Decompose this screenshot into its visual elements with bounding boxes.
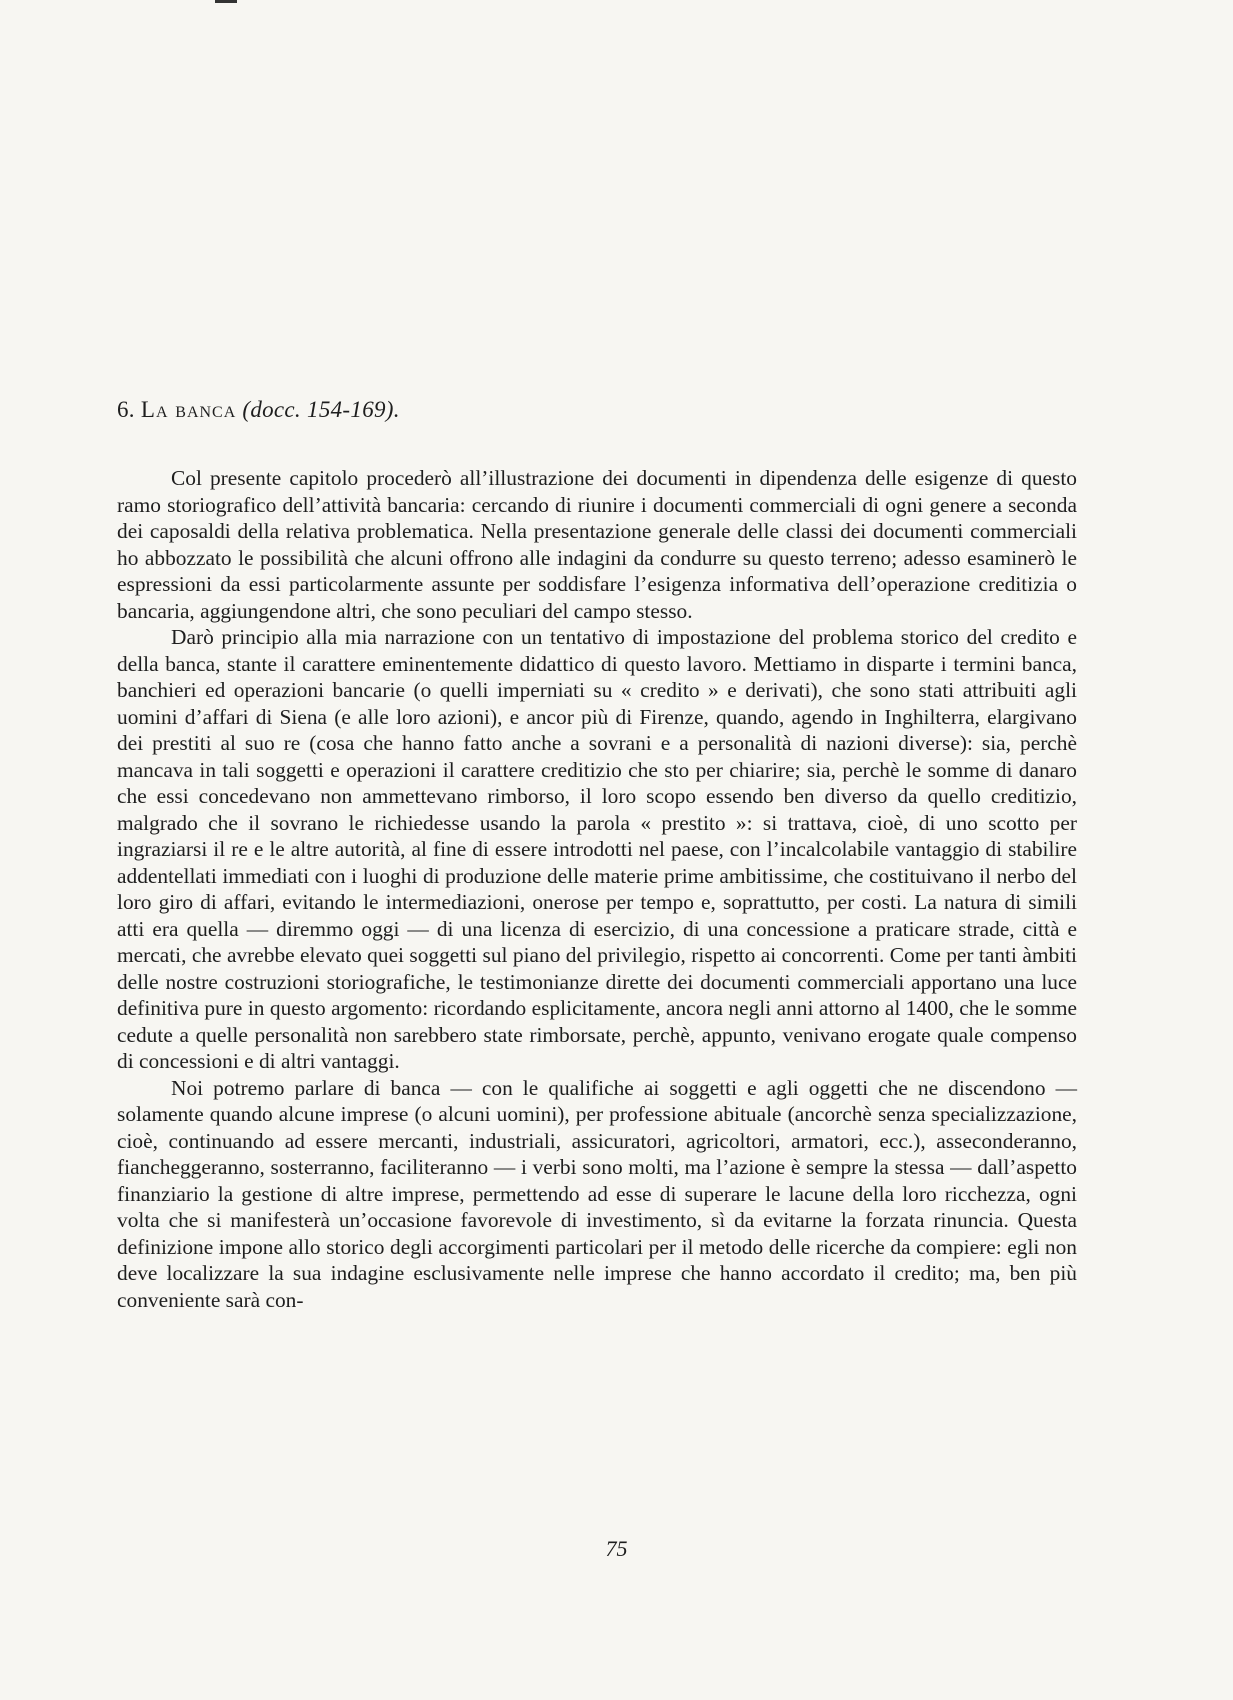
paragraph: Col presente capitolo procederò all’illustrazione dei documenti in dipendenza delle esigenze di questo ramo storiografico dell’attività bancaria: cercando di riunire i documenti commerciali di ogni genere a seconda dei caposaldi della relativa problematica. Nella presentazione generale delle classi dei documenti commerciali ho abbozzato le possibilità che alcuni offrono alle indagini da condurre su questo terreno; adesso esaminerò le espressioni da essi particolarmente assunte per soddisfare l’esigenza informativa dell’operazione creditizia o bancaria, aggiungendone altri, che sono peculiari del campo stesso.	[117, 466, 1077, 623]
paragraph: Noi potremo parlare di banca — con le qualifiche ai soggetti e agli oggetti che ne discendono — solamente quando alcune imprese (o alcuni uomini), per professione abituale (ancorchè senza specializzazione, cioè, continuando ad essere mercanti, industriali, assicuratori, agricoltori, armatori, ecc.), asseconderanno, fiancheggeranno, sosterranno, faciliteranno — i verbi sono molti, ma l’azione è sempre la stessa — dall’aspetto finanziario la gestione di altre imprese, permettendo ad esse di superare le lacune della loro ricchezza, ogni volta che si manifesterà un’occasione favorevole di investimento, sì da evitarne la forzata rinuncia. Questa definizione impone allo storico degli accorgimenti particolari per il metodo delle ricerche da compiere: egli non deve localizzare la sua indagine esclusivamente nelle imprese che hanno accordato il credito; ma, ben più conveniente sarà con-	[117, 1075, 1077, 1312]
page-number: 75	[605, 1536, 628, 1561]
section-heading	[117, 395, 1077, 425]
section-number: 6.	[117, 397, 135, 422]
top-edge-mark	[215, 0, 237, 3]
section-title: La banca	[140, 397, 237, 422]
page-body	[117, 395, 1077, 1313]
section-reference: (docc. 154-169).	[242, 397, 400, 422]
paragraph: Darò principio alla mia narrazione con un tentativo di impostazione del problema storico del credito e della banca, stante il carattere eminentemente didattico di questo lavoro. Mettiamo in disparte i termini banca, banchieri ed operazioni bancarie (o quelli imperniati su « credito » e derivati), che sono stati attribuiti agli uomini d’affari di Siena (e alle loro azioni), e ancor più di Firenze, quando, agendo in Inghilterra, elargivano dei prestiti al suo re (cosa che hanno fatto anche a sovrani e a personalità di nazioni diverse): sia, perchè mancava in tali soggetti e operazioni il carattere creditizio che sto per chiarire; sia, perchè le somme di danaro che essi concedevano non ammettevano rimborso, il loro scopo essendo ben diverso da quello creditizio, malgrado che il sovrano le richiedesse usando la parola « prestito »: si trattava, cioè, di uno scotto per ingraziarsi il re e le altre autorità, al fine di essere introdotti nel paese, con l’incalcolabile vantaggio di stabilire addentellati immediati con i luoghi di produzione delle materie prime ambitissime, che costituivano il nerbo del loro giro di affari, evitando le intermediazioni, onerose per tempo e, soprattutto, per costi. La natura di simili atti era quella — diremmo oggi — di una licenza di esercizio, di una concessione a praticare strade, città e mercati, che avrebbe elevato quei soggetti sul piano del privilegio, rispetto ai concorrenti. Come per tanti àmbiti delle nostre costruzioni storiografiche, le testimonianze dirette dei documenti commerciali apportano una luce definitiva pure in questo argomento: ricordando esplicitamente, ancora negli anni attorno al 1400, che le somme cedute a quelle personalità non sarebbero state rimborsate, perchè, appunto, venivano erogate quale compenso di concessioni e di altri vantaggi.	[117, 625, 1077, 1073]
